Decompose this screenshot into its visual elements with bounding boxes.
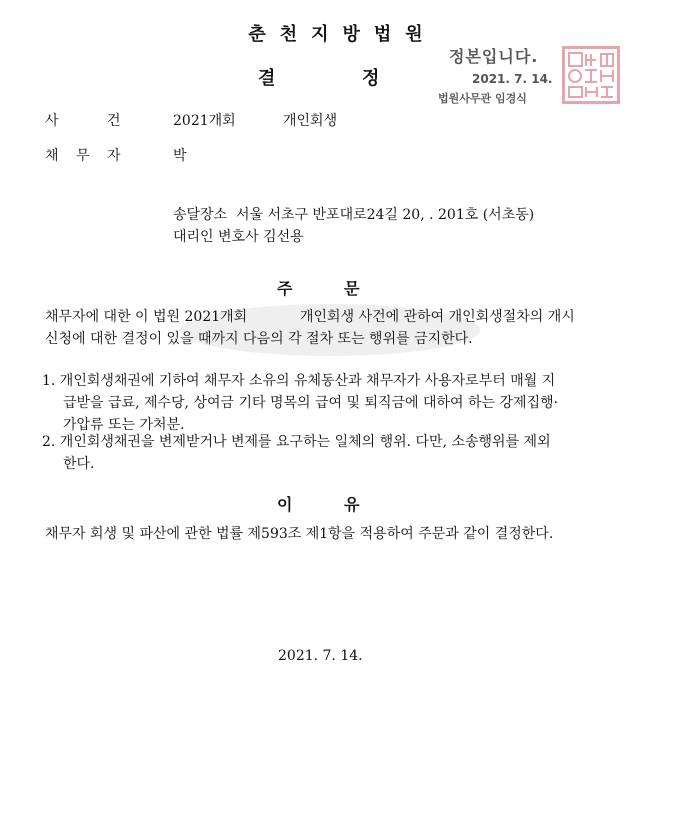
debtor-name: 박 [173, 148, 187, 164]
order-intro-line-1a: 채무자에 대한 이 법원 2021개회 [45, 309, 248, 325]
document-type-right: 정 [362, 68, 380, 89]
order-intro-line-2: 신청에 대한 결정이 있을 때까지 다음의 각 절차 또는 행위를 금지한다. [45, 331, 473, 347]
document-type-left: 결 [258, 68, 276, 89]
case-type: 개인회생 [283, 113, 338, 129]
case-label-char-2: 건 [107, 113, 121, 129]
service-address: 송달장소 서울 서초구 반포대로24길 20, . 201호 (서초동) [173, 207, 535, 223]
order-item-2-line-2: 한다. [63, 456, 95, 472]
reason-heading-char-2: 유 [344, 495, 360, 514]
order-item-1-line-3: 가압류 또는 가처분. [63, 417, 185, 433]
decision-date: 2021. 7. 14. [278, 648, 363, 664]
order-heading-char-2: 문 [344, 279, 360, 298]
reason-text: 채무자 회생 및 파산에 관한 법률 제593조 제1항을 적용하여 주문과 같이 결정한다. [45, 526, 554, 542]
debtor-label-char-3: 자 [107, 148, 121, 164]
court-seal-icon [562, 46, 620, 104]
order-item-1-line-1: 1. 개인회생채권에 기하여 채무자 소유의 유체동산과 채무자가 사용자로부터 매월 지 [42, 373, 556, 389]
order-heading-char-1: 주 [277, 279, 293, 298]
certified-copy-text: 정본입니다. [449, 47, 539, 66]
court-name: 춘천지방법원 [248, 24, 437, 45]
reason-heading-char-1: 이 [277, 495, 293, 514]
order-item-1-line-2: 급받을 급료, 제수당, 상여금 기타 명목의 급여 및 퇴직금에 대하여 하는 강제집행· [63, 395, 559, 411]
debtor-label-char-1: 채 [45, 148, 59, 164]
order-item-2-line-1: 2. 개인회생채권을 변제받거나 변제를 요구하는 일체의 행위. 다만, 소송행위를 제외 [42, 434, 551, 450]
debtor-label-char-2: 무 [76, 148, 90, 164]
case-number: 2021개회 [173, 113, 236, 129]
court-officer: 법원사무관 임경식 [438, 92, 527, 105]
order-intro-line-1b: 개인회생 사건에 관하여 개인회생절차의 개시 [300, 309, 575, 325]
certification-date: 2021. 7. 14. [472, 72, 553, 86]
case-label-char-1: 사 [45, 113, 59, 129]
representative: 대리인 변호사 김선용 [173, 229, 304, 245]
